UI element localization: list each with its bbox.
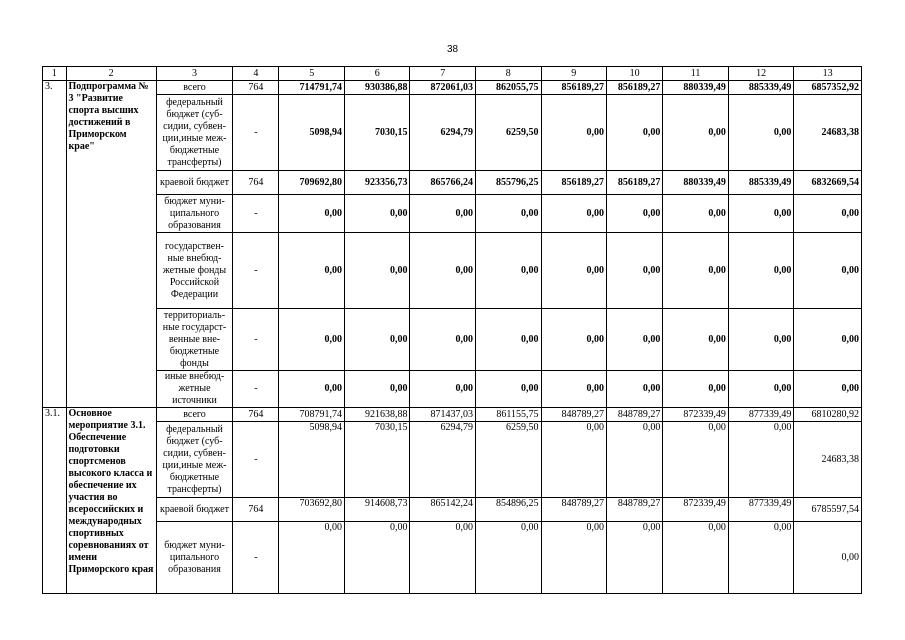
value-cell: 923356,73 bbox=[344, 171, 410, 195]
value-cell: 865766,24 bbox=[410, 171, 476, 195]
column-header: 1 bbox=[43, 67, 67, 81]
value-cell: 0,00 bbox=[541, 233, 607, 309]
value-cell: 0,00 bbox=[279, 371, 345, 408]
funding-source: федеральный бюджет (суб-сидии, субвен-ции,иные меж-бюджетные трансферты) bbox=[156, 95, 233, 171]
value-cell: 872339,49 bbox=[663, 408, 729, 422]
funding-source: бюджет муни-ципального образования bbox=[156, 522, 233, 594]
value-cell: 848789,27 bbox=[541, 498, 607, 522]
value-cell: 6294,79 bbox=[410, 95, 476, 171]
row-index: 3. bbox=[43, 81, 67, 408]
table-row bbox=[43, 422, 862, 498]
value-cell: 0,00 bbox=[728, 233, 794, 309]
value-cell: 0,00 bbox=[663, 371, 729, 408]
column-header: 12 bbox=[728, 67, 794, 81]
page-number: 38 bbox=[446, 44, 459, 55]
value-cell: 0,00 bbox=[607, 195, 663, 233]
value-cell: 0,00 bbox=[541, 371, 607, 408]
funding-source: всего bbox=[156, 81, 233, 95]
table-row bbox=[43, 171, 862, 195]
value-cell: 0,00 bbox=[541, 522, 607, 594]
budget-code: 764 bbox=[233, 171, 279, 195]
program-name: Подпрограмма № 3 "Развитие спорта высших достижений в Приморском крае" bbox=[66, 81, 156, 408]
value-cell: 856189,27 bbox=[541, 171, 607, 195]
value-cell: 0,00 bbox=[663, 522, 729, 594]
value-cell: 7030,15 bbox=[344, 95, 410, 171]
funding-source: государствен-ные внебюд-жетные фонды Российской Федерации bbox=[156, 233, 233, 309]
budget-code: - bbox=[233, 522, 279, 594]
value-cell: 862055,75 bbox=[475, 81, 541, 95]
budget-code: 764 bbox=[233, 498, 279, 522]
value-cell: 0,00 bbox=[279, 309, 345, 371]
value-cell: 5098,94 bbox=[279, 422, 345, 498]
value-cell: 0,00 bbox=[475, 233, 541, 309]
value-cell: 861155,75 bbox=[475, 408, 541, 422]
value-cell: 848789,27 bbox=[607, 498, 663, 522]
value-cell: 0,00 bbox=[410, 195, 476, 233]
value-cell: 6857352,92 bbox=[794, 81, 862, 95]
value-cell: 0,00 bbox=[541, 309, 607, 371]
value-cell: 0,00 bbox=[663, 95, 729, 171]
table-row bbox=[43, 371, 862, 408]
table-row bbox=[43, 498, 862, 522]
budget-table-body bbox=[43, 67, 862, 594]
value-cell: 856189,27 bbox=[541, 81, 607, 95]
value-cell: 708791,74 bbox=[279, 408, 345, 422]
column-header: 8 bbox=[475, 67, 541, 81]
column-header: 13 bbox=[794, 67, 862, 81]
value-cell: 914608,73 bbox=[344, 498, 410, 522]
value-cell: 0,00 bbox=[728, 522, 794, 594]
value-cell: 24683,38 bbox=[794, 95, 862, 171]
value-cell: 0,00 bbox=[344, 309, 410, 371]
table-row bbox=[43, 309, 862, 371]
budget-code: - bbox=[233, 195, 279, 233]
value-cell: 0,00 bbox=[541, 422, 607, 498]
value-cell: 855796,25 bbox=[475, 171, 541, 195]
table-row bbox=[43, 522, 862, 594]
value-cell: 703692,80 bbox=[279, 498, 345, 522]
value-cell: 871437,03 bbox=[410, 408, 476, 422]
table-row bbox=[43, 195, 862, 233]
value-cell: 6785597,54 bbox=[794, 498, 862, 522]
value-cell: 921638,88 bbox=[344, 408, 410, 422]
value-cell: 0,00 bbox=[475, 522, 541, 594]
value-cell: 0,00 bbox=[607, 233, 663, 309]
value-cell: 0,00 bbox=[344, 371, 410, 408]
value-cell: 0,00 bbox=[607, 522, 663, 594]
value-cell: 0,00 bbox=[607, 371, 663, 408]
value-cell: 0,00 bbox=[279, 522, 345, 594]
table-row bbox=[43, 95, 862, 171]
column-header: 9 bbox=[541, 67, 607, 81]
value-cell: 0,00 bbox=[344, 195, 410, 233]
header-row bbox=[43, 67, 862, 81]
value-cell: 0,00 bbox=[475, 371, 541, 408]
value-cell: 0,00 bbox=[728, 95, 794, 171]
value-cell: 0,00 bbox=[410, 371, 476, 408]
value-cell: 0,00 bbox=[794, 195, 862, 233]
value-cell: 7030,15 bbox=[344, 422, 410, 498]
column-header: 4 bbox=[233, 67, 279, 81]
budget-table bbox=[42, 66, 862, 594]
value-cell: 0,00 bbox=[794, 371, 862, 408]
value-cell: 885339,49 bbox=[728, 81, 794, 95]
column-header: 5 bbox=[279, 67, 345, 81]
program-name: Основное мероприятие 3.1. Обеспечение подготовки спортсменов высокого класса и обеспечение их участия во всероссийских и международных спортивных соревнованиях от имени Приморского края bbox=[66, 408, 156, 594]
value-cell: 872061,03 bbox=[410, 81, 476, 95]
value-cell: 848789,27 bbox=[607, 408, 663, 422]
column-header: 3 bbox=[156, 67, 233, 81]
value-cell: 6810280,92 bbox=[794, 408, 862, 422]
value-cell: 854896,25 bbox=[475, 498, 541, 522]
value-cell: 865142,24 bbox=[410, 498, 476, 522]
value-cell: 848789,27 bbox=[541, 408, 607, 422]
funding-source: иные внебюд-жетные источники bbox=[156, 371, 233, 408]
value-cell: 0,00 bbox=[728, 309, 794, 371]
column-header: 2 bbox=[66, 67, 156, 81]
value-cell: 880339,49 bbox=[663, 171, 729, 195]
value-cell: 880339,49 bbox=[663, 81, 729, 95]
column-header: 11 bbox=[663, 67, 729, 81]
value-cell: 872339,49 bbox=[663, 498, 729, 522]
value-cell: 0,00 bbox=[607, 309, 663, 371]
value-cell: 0,00 bbox=[728, 371, 794, 408]
value-cell: 6259,50 bbox=[475, 422, 541, 498]
budget-code: 764 bbox=[233, 408, 279, 422]
value-cell: 0,00 bbox=[475, 309, 541, 371]
funding-source: краевой бюджет bbox=[156, 171, 233, 195]
value-cell: 0,00 bbox=[607, 422, 663, 498]
value-cell: 5098,94 bbox=[279, 95, 345, 171]
value-cell: 6832669,54 bbox=[794, 171, 862, 195]
value-cell: 0,00 bbox=[344, 522, 410, 594]
value-cell: 0,00 bbox=[794, 522, 862, 594]
value-cell: 885339,49 bbox=[728, 171, 794, 195]
value-cell: 0,00 bbox=[728, 195, 794, 233]
value-cell: 0,00 bbox=[541, 95, 607, 171]
budget-code: 764 bbox=[233, 81, 279, 95]
funding-source: всего bbox=[156, 408, 233, 422]
value-cell: 0,00 bbox=[728, 422, 794, 498]
value-cell: 0,00 bbox=[541, 195, 607, 233]
value-cell: 877339,49 bbox=[728, 408, 794, 422]
table-row bbox=[43, 408, 862, 422]
column-header: 6 bbox=[344, 67, 410, 81]
value-cell: 0,00 bbox=[410, 233, 476, 309]
budget-code: - bbox=[233, 422, 279, 498]
value-cell: 0,00 bbox=[279, 195, 345, 233]
value-cell: 0,00 bbox=[410, 309, 476, 371]
value-cell: 0,00 bbox=[475, 195, 541, 233]
table-row bbox=[43, 233, 862, 309]
value-cell: 0,00 bbox=[663, 195, 729, 233]
value-cell: 709692,80 bbox=[279, 171, 345, 195]
value-cell: 0,00 bbox=[344, 233, 410, 309]
value-cell: 714791,74 bbox=[279, 81, 345, 95]
funding-source: территориаль-ные государст-венные вне-бюджетные фонды bbox=[156, 309, 233, 371]
column-header: 7 bbox=[410, 67, 476, 81]
row-index: 3.1. bbox=[43, 408, 67, 594]
value-cell: 0,00 bbox=[607, 95, 663, 171]
value-cell: 6294,79 bbox=[410, 422, 476, 498]
budget-code: - bbox=[233, 309, 279, 371]
value-cell: 0,00 bbox=[663, 233, 729, 309]
funding-source: краевой бюджет bbox=[156, 498, 233, 522]
value-cell: 0,00 bbox=[794, 233, 862, 309]
value-cell: 6259,50 bbox=[475, 95, 541, 171]
value-cell: 0,00 bbox=[663, 422, 729, 498]
value-cell: 930386,88 bbox=[344, 81, 410, 95]
budget-code: - bbox=[233, 371, 279, 408]
budget-code: - bbox=[233, 233, 279, 309]
value-cell: 856189,27 bbox=[607, 171, 663, 195]
table-row bbox=[43, 81, 862, 95]
value-cell: 0,00 bbox=[663, 309, 729, 371]
value-cell: 0,00 bbox=[794, 309, 862, 371]
value-cell: 877339,49 bbox=[728, 498, 794, 522]
column-header: 10 bbox=[607, 67, 663, 81]
value-cell: 856189,27 bbox=[607, 81, 663, 95]
value-cell: 24683,38 bbox=[794, 422, 862, 498]
value-cell: 0,00 bbox=[410, 522, 476, 594]
budget-code: - bbox=[233, 95, 279, 171]
funding-source: бюджет муни-ципального образования bbox=[156, 195, 233, 233]
funding-source: федеральный бюджет (суб-сидии, субвен-ции,иные меж-бюджетные трансферты) bbox=[156, 422, 233, 498]
value-cell: 0,00 bbox=[279, 233, 345, 309]
